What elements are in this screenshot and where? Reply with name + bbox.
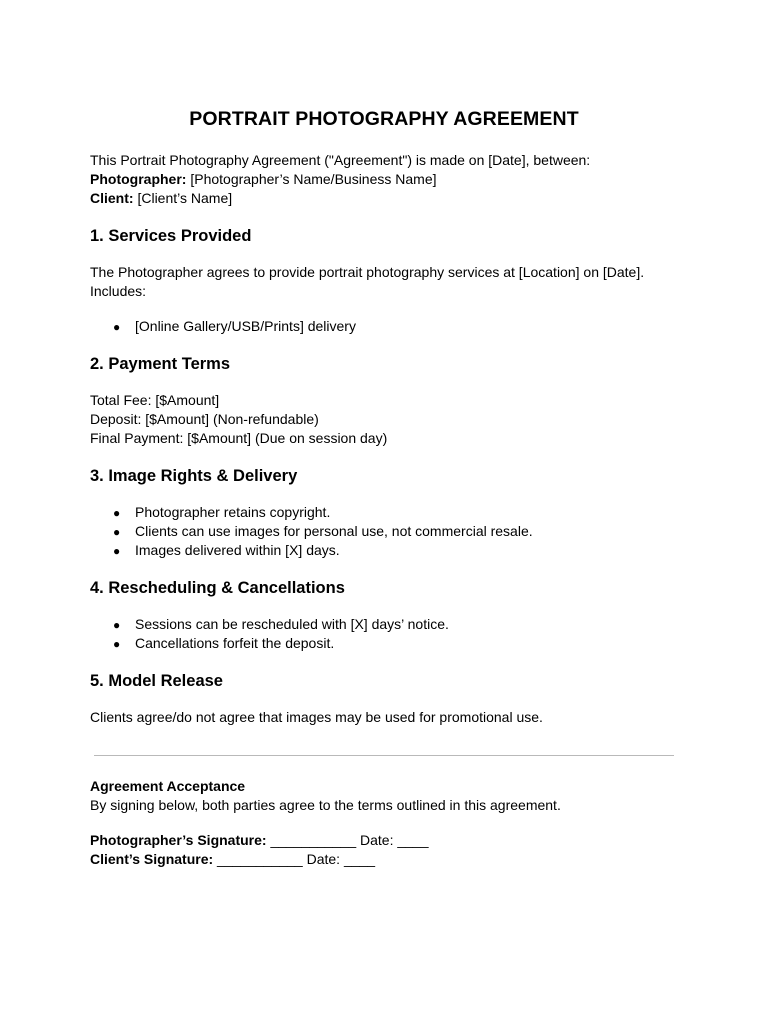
bullet-icon: ● <box>113 525 121 539</box>
bullet-icon: ● <box>113 506 121 520</box>
photographer-line <box>90 170 437 188</box>
bullet-icon: ● <box>113 618 121 632</box>
list-item <box>113 615 449 634</box>
client-signature-blank: ___________ Date: ____ <box>213 851 376 867</box>
client-label: Client: <box>90 190 134 206</box>
list-item-text: Cancellations forfeit the deposit. <box>135 635 335 651</box>
client-signature-line <box>90 850 375 868</box>
list-item <box>113 634 334 653</box>
section-4-heading: 4. Rescheduling & Cancellations <box>90 579 345 597</box>
section-1-paragraph-line-1: The Photographer agrees to provide portrait photography services at [Location] on [Date]. <box>90 264 645 280</box>
photographer-label: Photographer: <box>90 171 187 187</box>
document-title: PORTRAIT PHOTOGRAPHY AGREEMENT <box>189 108 579 130</box>
list-item-text: Photographer retains copyright. <box>135 504 331 520</box>
bullet-icon: ● <box>113 544 121 558</box>
list-item-text: [Online Gallery/USB/Prints] delivery <box>135 318 356 334</box>
list-item <box>113 503 330 522</box>
payment-line: Deposit: [$Amount] (Non-refundable) <box>90 411 319 427</box>
section-1-paragraph-line-2: Includes: <box>90 283 147 299</box>
section-5-heading: 5. Model Release <box>90 672 223 690</box>
payment-line: Total Fee: [$Amount] <box>90 392 220 408</box>
list-item <box>113 317 356 336</box>
list-item-text: Sessions can be rescheduled with [X] days’ notice. <box>135 616 449 632</box>
payment-line: Final Payment: [$Amount] (Due on session day) <box>90 430 388 446</box>
section-5-paragraph: Clients agree/do not agree that images may be used for promotional use. <box>90 709 543 725</box>
acceptance-text: By signing below, both parties agree to the terms outlined in this agreement. <box>90 797 561 813</box>
photographer-signature-label: Photographer’s Signature: <box>90 832 267 848</box>
client-value: [Client’s Name] <box>133 190 233 206</box>
client-line <box>90 189 232 207</box>
photographer-signature-blank: ___________ Date: ____ <box>266 832 429 848</box>
horizontal-divider <box>94 755 674 756</box>
list-item-text: Images delivered within [X] days. <box>135 542 340 558</box>
client-signature-label: Client’s Signature: <box>90 851 214 867</box>
intro-line: This Portrait Photography Agreement ("Agreement") is made on [Date], between: <box>90 152 591 168</box>
acceptance-heading: Agreement Acceptance <box>90 778 246 794</box>
list-item <box>113 541 340 560</box>
list-item-text: Clients can use images for personal use, not commercial resale. <box>135 523 533 539</box>
bullet-icon: ● <box>113 320 121 334</box>
list-item <box>113 522 533 541</box>
photographer-value: [Photographer’s Name/Business Name] <box>186 171 437 187</box>
section-3-heading: 3. Image Rights & Delivery <box>90 467 298 485</box>
bullet-icon: ● <box>113 637 121 651</box>
photographer-signature-line <box>90 831 429 849</box>
section-2-heading: 2. Payment Terms <box>90 355 231 373</box>
section-1-heading: 1. Services Provided <box>90 227 252 245</box>
